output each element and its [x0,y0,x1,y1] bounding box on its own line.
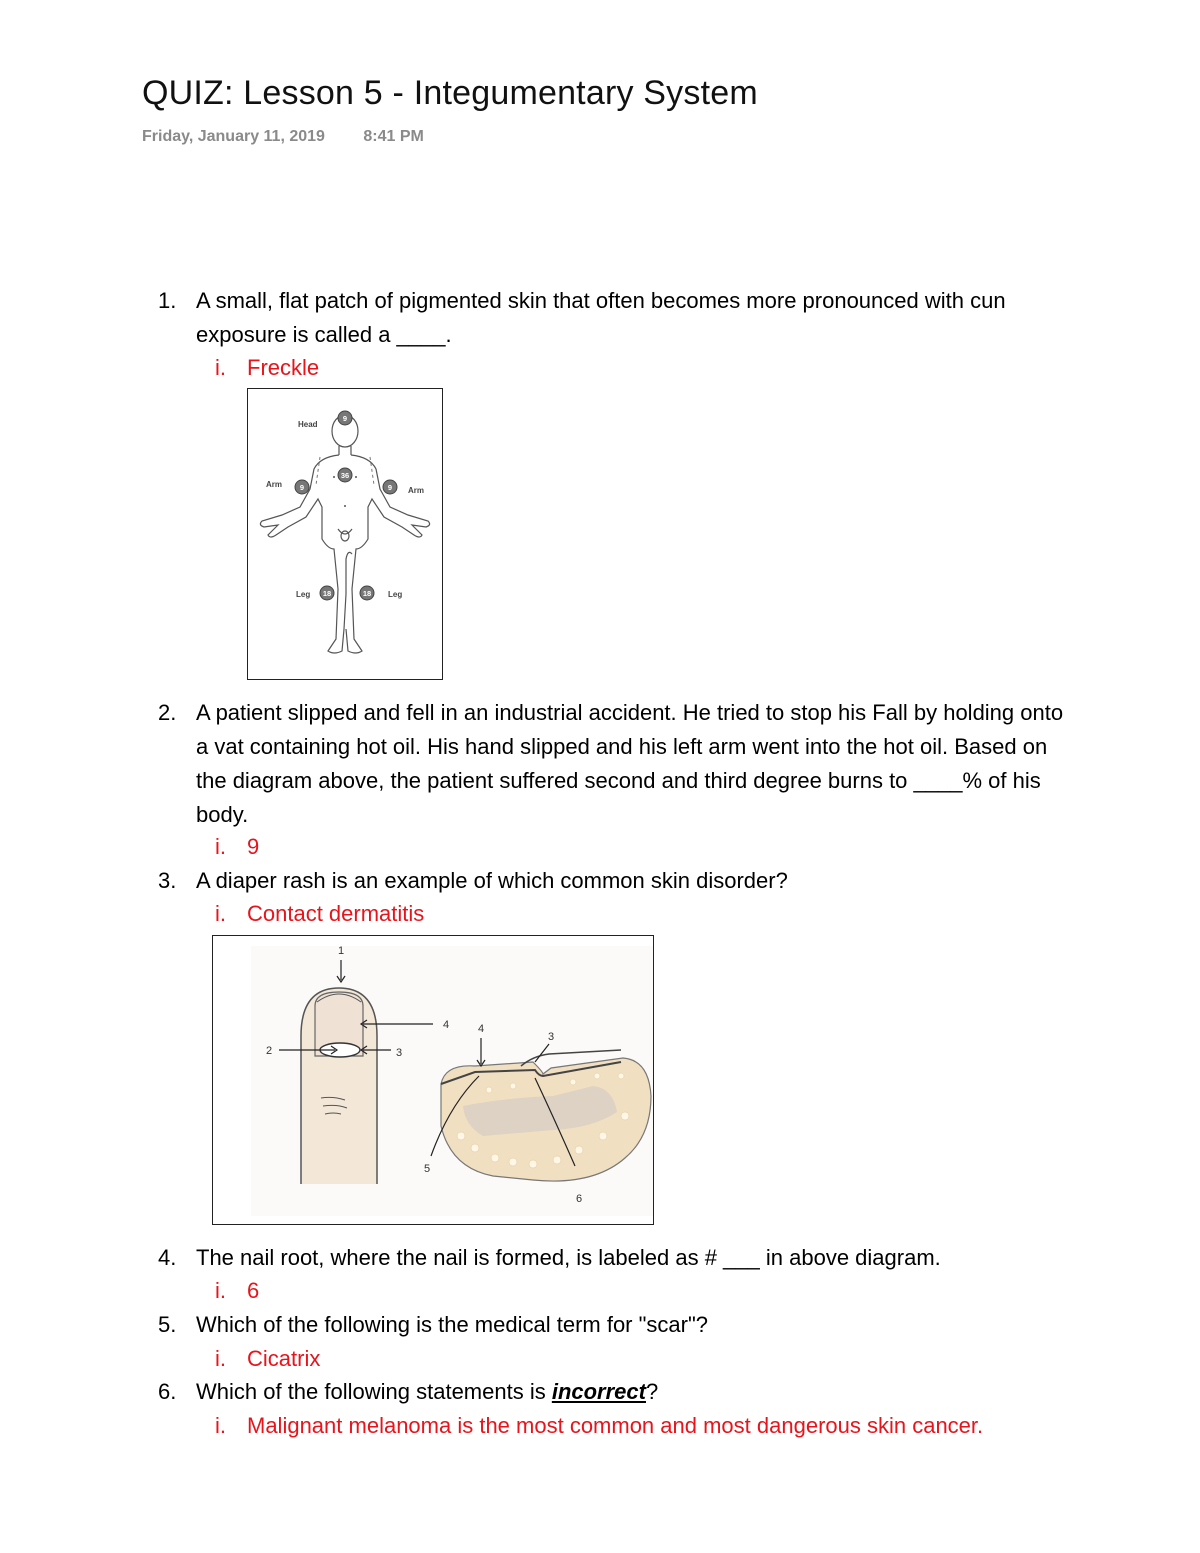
nail-anatomy-diagram [212,935,654,1225]
answer-text: Malignant melanoma is the most common and most dangerous skin cancer. [247,1413,984,1438]
question-number: 1. [158,288,177,313]
page-date: Friday, January 11, 2019 [142,128,325,145]
nail-label: 6 [575,1193,583,1205]
question-3 [158,864,1078,898]
page-title: QUIZ: Lesson 5 - Integumentary System [142,74,758,112]
label-arm-left: Arm [266,480,283,489]
question-2 [158,696,1078,832]
question-number: 3. [158,868,177,893]
answer-text: 9 [247,834,260,859]
question-text [196,1375,1078,1409]
question-5 [158,1308,1078,1342]
percent-arm-left: 9 [299,483,305,492]
question-text: The nail root, where the nail is formed, is labeled as # ___ in above diagram. [196,1245,941,1270]
label-head: Head [298,420,318,429]
percent-arm-right: 9 [387,483,393,492]
question-4 [158,1241,1078,1275]
question-emphasis: incorrect [551,1379,646,1404]
nail-label: 5 [423,1163,431,1175]
percent-leg-left: 18 [322,589,332,598]
answer-marker: i. [215,355,226,380]
percent-head: 9 [342,414,348,423]
question-text: A patient slipped and fell in an industrial accident. He tried to stop his Fall by holding onto a vat containing hot oil. His hand slipped and his left arm went into the hot oil. Based on the diagram above, the patient suffered second and third degree burns to ____% of his body. [196,700,1064,827]
question-number: 4. [158,1245,177,1270]
question-text-before: Which of the following statements is [196,1379,552,1404]
answer-2 [215,830,1075,864]
question-text: Which of the following is the medical term for "scar"? [196,1312,709,1337]
percent-torso: 36 [340,471,350,480]
page-time: 8:41 PM [363,128,424,145]
answer-marker: i. [215,1278,226,1303]
answer-6 [215,1409,1075,1443]
question-1 [158,284,1078,352]
label-leg-right: Leg [388,590,403,599]
nail-label: 3 [395,1047,403,1059]
question-text: A small, flat patch of pigmented skin that often becomes more pronounced with cun exposure is called a ____. [196,288,1006,347]
answer-text: Cicatrix [247,1346,321,1371]
answer-3 [215,897,1075,931]
question-6 [158,1375,1078,1409]
page-meta [142,128,424,146]
answer-4 [215,1274,1075,1308]
answer-marker: i. [215,834,226,859]
nail-label: 3 [547,1031,555,1043]
nail-label: 4 [477,1023,485,1035]
nail-label: 1 [337,945,345,957]
answer-5 [215,1342,1075,1376]
answer-marker: i. [215,901,226,926]
answer-text: Contact dermatitis [247,901,425,926]
answer-1 [215,351,1075,385]
nail-label: 2 [265,1045,273,1057]
answer-marker: i. [215,1413,226,1438]
question-text-after: ? [645,1379,659,1404]
question-number: 2. [158,700,177,725]
question-number: 6. [158,1379,177,1404]
question-number: 5. [158,1312,177,1337]
answer-text: Freckle [247,355,320,380]
answer-text: 6 [247,1278,260,1303]
answer-marker: i. [215,1346,226,1371]
percent-leg-right: 18 [362,589,372,598]
nail-label: 4 [442,1019,450,1031]
label-arm-right: Arm [408,486,425,495]
label-leg-left: Leg [296,590,311,599]
body-burn-diagram [247,388,443,680]
question-text: A diaper rash is an example of which common skin disorder? [196,868,788,893]
